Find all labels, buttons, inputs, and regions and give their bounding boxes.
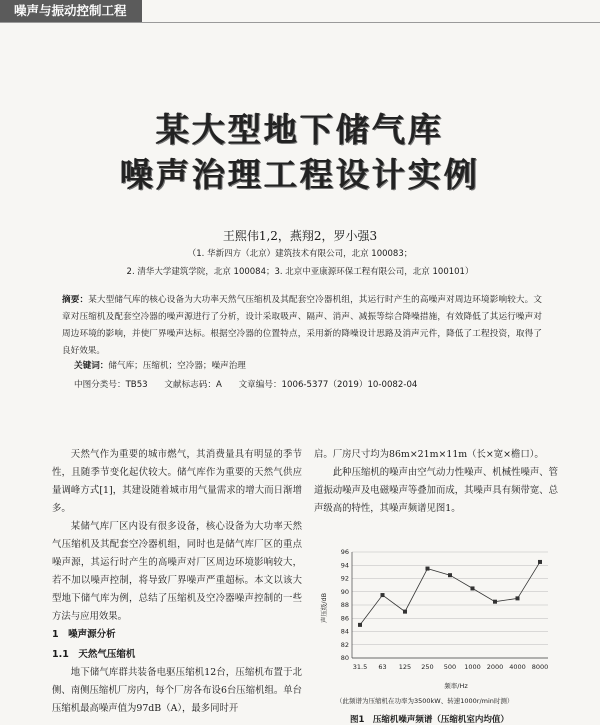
data-point	[516, 596, 520, 600]
x-tick-label: 63	[378, 663, 387, 671]
data-point	[471, 586, 475, 590]
y-tick-label: 80	[340, 654, 349, 662]
y-tick-label: 84	[340, 627, 349, 636]
x-tick-label: 4000	[509, 663, 526, 671]
keywords	[74, 359, 246, 371]
section-heading-1: 1 噪声源分析	[52, 629, 116, 640]
y-tick-label: 96	[340, 548, 349, 556]
article-number: 文章编号：1006-5377（2019）10-0082-04	[238, 380, 418, 390]
y-tick-label: 88	[340, 601, 349, 609]
paragraph: 某储气库厂区内设有很多设备，核心设备为大功率天然气压缩机及其配套空冷器机组，同时也是储气库厂区的重点噪声源，其运行时产生的高噪声对厂区周边环境影响较大，若不加以噪声控制，将导致厂界噪声严重超标。本文以该大型地下储气库为例，总结了压缩机及空冷器噪声控制的一些方法与应用效果。	[52, 521, 302, 622]
data-point	[493, 600, 497, 604]
keywords-text: 储气库；压缩机；空冷器；噪声治理	[108, 361, 246, 371]
doc-code: 文献标志码：A	[164, 380, 222, 390]
authors: 王熙伟1,2，燕翔2，罗小强3	[222, 229, 378, 243]
x-tick-label: 31.5	[352, 663, 368, 671]
x-tick-label: 8000	[531, 663, 549, 671]
journal-section-tab: 噪声与振动控制工程	[0, 0, 142, 22]
title-line-1: 某大型地下储气库	[156, 110, 444, 149]
data-point	[381, 593, 385, 597]
series-points	[358, 560, 542, 627]
x-tick-label: 2000	[486, 663, 504, 671]
y-tick-label: 92	[340, 574, 349, 583]
data-point	[448, 573, 452, 577]
y-tick-label: 90	[340, 587, 349, 596]
x-tick-label: 1000	[464, 663, 481, 671]
data-point	[358, 623, 362, 627]
affiliation-line-2: 2. 清华大学建筑学院，北京 100084；3. 北京中亚康源环保工程有限公司，北京 100101）	[126, 267, 474, 277]
classification-line	[74, 378, 431, 390]
data-point	[403, 610, 407, 614]
noise-spectrum-chart	[314, 540, 554, 694]
paragraph: 地下储气库群共装备电驱压缩机12台，压缩机布置于北侧、南侧压缩机厂房内，每个厂房各布设6台压缩机组。单台压缩机最高噪声值为97dB（A），最多同时开	[52, 667, 302, 714]
right-column	[314, 446, 558, 518]
y-tick-label: 94	[340, 561, 349, 570]
y-axis-label: 声压级/dB	[320, 592, 328, 624]
x-tick-label: 250	[421, 663, 434, 671]
x-tick-label: 500	[443, 663, 457, 671]
abstract	[62, 292, 542, 360]
figure-caption: 图1 压缩机噪声频谱（压缩机室内均值）	[350, 715, 509, 725]
clc-number: 中图分类号：TB53	[74, 380, 148, 390]
section-heading-1-1: 1.1 天然气压缩机	[52, 649, 136, 660]
y-tick-label: 86	[340, 614, 349, 623]
x-tick-label: 125	[398, 663, 412, 671]
y-tick-labels	[341, 548, 349, 662]
figure-note: （此频谱为压缩机在功率为3500kW、转速1000r/min时测）	[336, 697, 514, 705]
left-column-compressor	[52, 664, 302, 718]
y-tick-label: 82	[340, 640, 349, 649]
abstract-text: 某大型储气库的核心设备为大功率天然气压缩机及其配套空冷器机组，其运行时产生的高噪声对周边环境影响较大。文章对压缩机及配套空冷器的噪声源进行了分析，设计采取吸声、隔声、消声、减振等综合降噪措施，有效降低了其运行噪声对周边环境的影响，并使厂界噪声达标。根据空冷器的位置特点，采用新的降噪设计思路及消声元件，降低了工程投资，取得了良好效果。	[62, 295, 542, 356]
chart-grid	[352, 552, 548, 658]
paragraph: 此种压缩机的噪声由空气动力性噪声、机械性噪声、管道振动噪声及电磁噪声等叠加而成，其噪声具有频带宽、总声级高的特性，其噪声频谱见图1。	[314, 467, 558, 514]
paragraph: 天然气作为重要的城市燃气，其消费量具有明显的季节性，且随季节变化起伏较大。储气库作为重要的天然气供应量调峰方式[1]，其建设随着城市用气量需求的增大而日渐增多。	[52, 449, 302, 514]
header-rule	[0, 22, 600, 23]
x-axis-label: 频率/Hz	[444, 682, 468, 690]
paragraph: 启。厂房尺寸均为86m×21m×11m（长×宽×檐口）。	[314, 449, 544, 460]
data-point	[538, 560, 542, 564]
title-line-2: 噪声治理工程设计实例	[120, 155, 480, 194]
series-line	[360, 562, 540, 625]
affiliation-line-1: （1. 华新四方（北京）建筑技术有限公司，北京 100083；	[187, 249, 413, 259]
keywords-label: 关键词：	[74, 361, 109, 371]
x-tick-labels	[353, 663, 549, 671]
abstract-label: 摘要：	[62, 295, 89, 305]
left-column-intro	[52, 446, 302, 626]
data-point	[426, 567, 430, 571]
